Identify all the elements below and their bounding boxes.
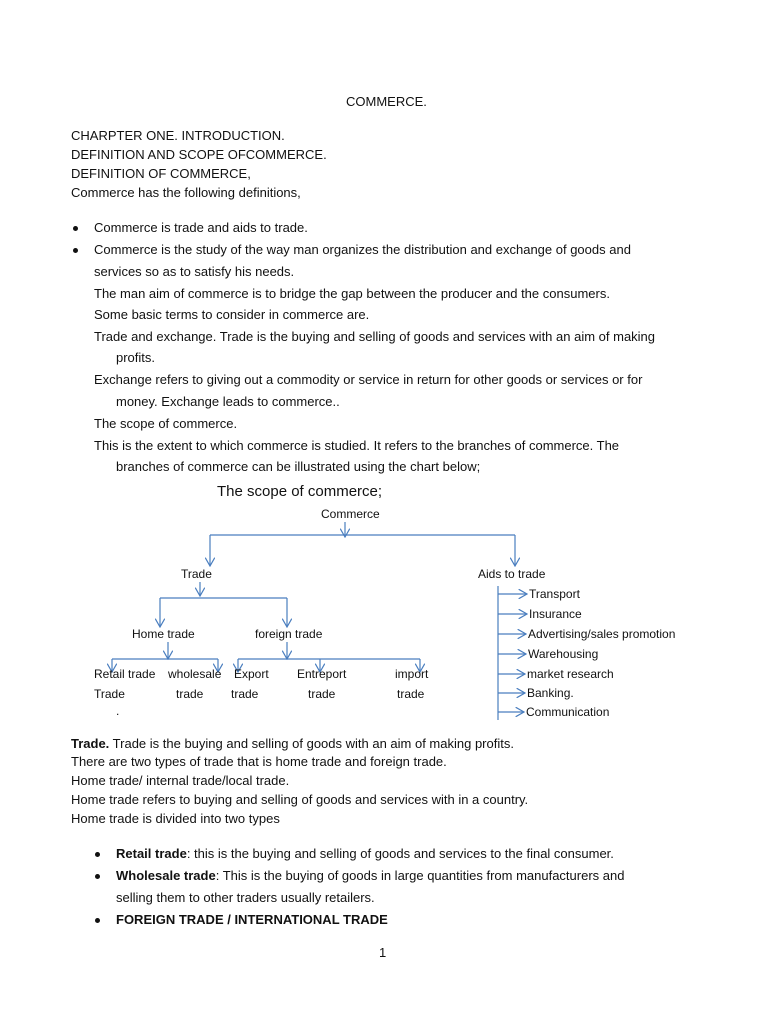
aim-paragraph: The man aim of commerce is to bridge the gap between the producer and the consumers. — [94, 286, 610, 301]
aid-advertising: Advertising/sales promotion — [528, 627, 676, 641]
diagram-dot: . — [116, 704, 120, 718]
wholesale-trade-item — [116, 868, 624, 884]
bullet-dot — [95, 874, 100, 879]
trade-exchange-paragraph: Trade and exchange. Trade is the buying and selling of goods and services with an aim of making — [94, 329, 656, 344]
scope-cont: branches of commerce can be illustrated using the chart below; — [116, 459, 481, 474]
definition-2: Commerce is the study of the way man organizes the distribution and exchange of goods and — [94, 242, 631, 257]
aid-warehousing: Warehousing — [528, 647, 599, 661]
trade-definition — [71, 736, 514, 752]
node-home-trade: Home trade — [132, 627, 195, 641]
wholesale-text: : This is the buying of goods in large quantities from manufacturers and — [215, 868, 625, 883]
terms-paragraph: Some basic terms to consider in commerce are. — [94, 307, 370, 322]
home-trade-heading: Home trade/ internal trade/local trade. — [71, 773, 290, 788]
diagram-heading: The scope of commerce; — [217, 483, 383, 500]
home-trade-types: Home trade is divided into two types — [71, 811, 280, 826]
retail-text: : this is the buying and selling of goods and services to the final consumer. — [186, 846, 614, 861]
node-trade: Trade — [181, 567, 212, 581]
node-retail-trade: Retail trade — [94, 667, 156, 681]
exchange-paragraph: Exchange refers to giving out a commodity or service in return for other goods or services or for — [94, 372, 643, 387]
subsection-heading: DEFINITION OF COMMERCE, — [71, 166, 251, 181]
node-foreign-trade: foreign trade — [255, 627, 323, 641]
section-heading: DEFINITION AND SCOPE OFCOMMERCE. — [71, 147, 327, 162]
definition-1: Commerce is trade and aids to trade. — [94, 220, 308, 235]
trade-types-line: There are two types of trade that is home trade and foreign trade. — [71, 754, 447, 769]
bullet-dot — [73, 248, 78, 253]
node-wholesale: wholesale — [168, 667, 222, 681]
trade-definition-text: Trade is the buying and selling of goods with an aim of making profits. — [109, 736, 514, 751]
bullet-dot — [73, 226, 78, 231]
retail-trade-item — [116, 846, 614, 862]
retail-bold-label: Retail trade — [116, 846, 187, 861]
node-import: import — [395, 667, 429, 681]
bullet-dot — [95, 852, 100, 857]
home-trade-definition: Home trade refers to buying and selling of goods and services with in a country. — [71, 792, 529, 807]
wholesale-bold-label: Wholesale trade — [116, 868, 216, 883]
aid-communication: Communication — [526, 705, 610, 719]
wholesale-cont: selling them to other traders usually retailers. — [116, 890, 375, 905]
node-wholesale-line2: trade — [176, 687, 204, 701]
node-export-line2: trade — [231, 687, 259, 701]
node-aids-to-trade: Aids to trade — [478, 567, 546, 581]
page-title: COMMERCE. — [346, 94, 427, 109]
aid-banking: Banking. — [527, 686, 574, 700]
node-export: Export — [234, 667, 269, 681]
bullet-dot — [95, 918, 100, 923]
chapter-heading: CHARPTER ONE. INTRODUCTION. — [71, 128, 285, 143]
scope-paragraph: This is the extent to which commerce is studied. It refers to the branches of commerce. The — [94, 438, 620, 453]
scope-heading: The scope of commerce. — [94, 416, 238, 431]
foreign-bold-label: FOREIGN TRADE / INTERNATIONAL TRADE — [116, 912, 388, 927]
node-import-line2: trade — [397, 687, 425, 701]
node-entreport-line2: trade — [308, 687, 336, 701]
page-number: 1 — [379, 945, 387, 960]
aid-insurance: Insurance — [529, 607, 582, 621]
foreign-trade-item — [116, 912, 388, 928]
node-commerce: Commerce — [321, 507, 380, 521]
exchange-cont: money. Exchange leads to commerce.. — [116, 394, 340, 409]
aid-market-research: market research — [527, 667, 614, 681]
trade-exchange-cont: profits. — [116, 350, 156, 365]
node-entreport: Entreport — [297, 667, 347, 681]
definitions-intro: Commerce has the following definitions, — [71, 185, 301, 200]
node-retail-trade-line2: Trade — [94, 687, 125, 701]
aid-transport: Transport — [529, 587, 580, 601]
trade-bold-label: Trade. — [71, 736, 110, 751]
definition-2-cont: services so as to satisfy his needs. — [94, 264, 295, 279]
